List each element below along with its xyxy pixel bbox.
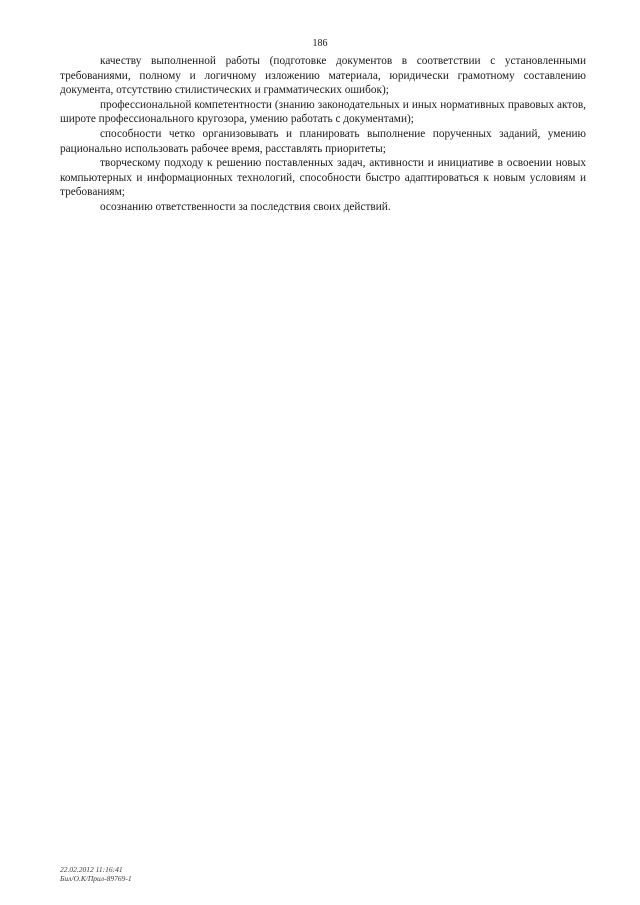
paragraph-organization-ability: способности четко организовывать и планировать выполнение порученных заданий, умению рационально использовать рабочее время, расставлять приоритеты; [60, 127, 586, 155]
paragraph-quality-of-work: качеству выполненной работы (подготовке документов в соответствии с установленными требованиями, полному и логичному изложению материала, юридически грамотному составлению документа, отсутствию стилистических и грамматических ошибок); [60, 55, 586, 97]
paragraph-creative-approach: творческому подходу к решению поставленных задач, активности и инициативе в освоении новых компьютерных и информационных технологий, способности быстро адаптироваться к новым условиям и требованиям; [60, 157, 586, 199]
document-body [60, 54, 586, 215]
paragraph-professional-competence: профессиональной компетентности (знанию законодательных и иных нормативных правовых актов, широте профессионального кругозора, умению работать с документами); [60, 98, 586, 126]
paragraph-responsibility: осознанию ответственности за последствия своих действий. [100, 200, 391, 213]
footer-timestamp: 22.02.2012 11:16:41 [60, 865, 123, 874]
document-footer [60, 865, 132, 883]
page-number: 186 [312, 38, 328, 49]
footer-file-reference: Бил/О.К/Прил-89769-1 [60, 874, 132, 883]
